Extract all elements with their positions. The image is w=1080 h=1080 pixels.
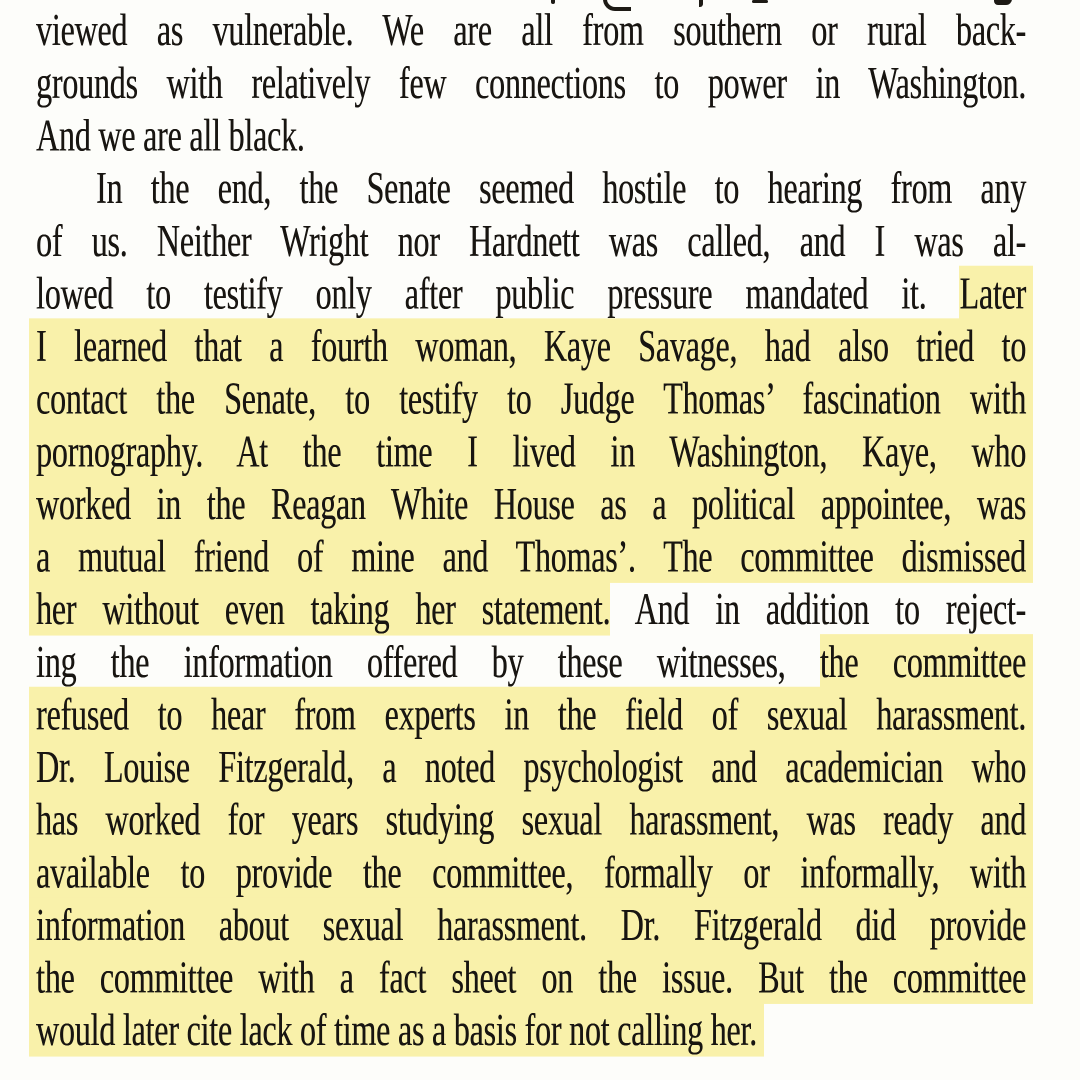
text-segment: ing the information offered by these witnesses, xyxy=(36,635,820,687)
text-line xyxy=(36,530,1026,583)
text-segment: grounds with relatively few connections to power in Washington. xyxy=(36,56,1026,108)
text-segment: And we are all black. xyxy=(36,109,305,161)
text-line xyxy=(36,741,1026,794)
text-segment: In the end, the Senate seemed hostile to hearing from any xyxy=(96,161,1026,214)
text-line xyxy=(36,57,1026,110)
text-line xyxy=(36,4,1026,57)
text-line xyxy=(36,951,1026,1004)
text-line xyxy=(36,372,1026,425)
highlighted-text[interactable]: contact the Senate, to testify to Judge Thomas’ fascination with xyxy=(29,371,1033,425)
highlighted-text[interactable]: has worked for years studying sexual harassment, was ready and xyxy=(29,792,1033,846)
highlighted-text[interactable]: a mutual friend of mine and Thomas’. The committee dismissed xyxy=(29,529,1033,583)
highlighted-text[interactable]: worked in the Reagan White House as a political appointee, was xyxy=(29,476,1033,530)
highlighted-text[interactable]: the committee with a fact sheet on the issue. But the committee xyxy=(29,950,1033,1004)
text-line xyxy=(36,636,1026,689)
highlighted-text[interactable]: information about sexual harassment. Dr. Fitzgerald did provide xyxy=(29,897,1033,951)
text-line xyxy=(36,320,1026,373)
highlighted-text[interactable]: refused to hear from experts in the field of sexual harassment. xyxy=(29,687,1033,741)
text-line xyxy=(36,899,1026,952)
text-line xyxy=(36,793,1026,846)
text-line xyxy=(36,583,1026,636)
text-line xyxy=(36,109,1026,162)
highlighted-text[interactable]: I learned that a fourth woman, Kaye Savage, had also tried to xyxy=(29,318,1033,372)
text-segment: of us. Neither Wright nor Hardnett was called, and I was al- xyxy=(36,214,1026,266)
text-column xyxy=(36,4,1026,1057)
text-line xyxy=(36,846,1026,899)
text-line xyxy=(36,425,1026,478)
text-line xyxy=(36,1004,1026,1057)
highlighted-text[interactable]: the committee xyxy=(820,634,1033,688)
text-line xyxy=(36,267,1026,320)
highlighted-text[interactable]: pornography. At the time I lived in Washington, Kaye, who xyxy=(29,424,1033,478)
text-line xyxy=(36,478,1026,531)
text-line xyxy=(36,162,1026,215)
text-line xyxy=(36,688,1026,741)
highlighted-text[interactable]: Dr. Louise Fitzgerald, a noted psychologist and academician who xyxy=(29,739,1033,793)
highlighted-text[interactable]: would later cite lack of time as a basis for not calling her. xyxy=(29,1003,764,1057)
highlighted-text[interactable]: available to provide the committee, formally or informally, with xyxy=(29,845,1033,899)
highlighted-text[interactable]: her without even taking her statement. xyxy=(29,581,610,635)
clipped-line-fragment xyxy=(752,0,768,3)
text-segment: lowed to testify only after public pressure mandated it. xyxy=(36,267,960,319)
text-segment: And in addition to reject- xyxy=(610,582,1026,635)
highlighted-text[interactable]: Later xyxy=(959,266,1033,320)
text-line xyxy=(36,215,1026,268)
text-segment: viewed as vulnerable. We are all from southern or rural back- xyxy=(36,4,1026,56)
